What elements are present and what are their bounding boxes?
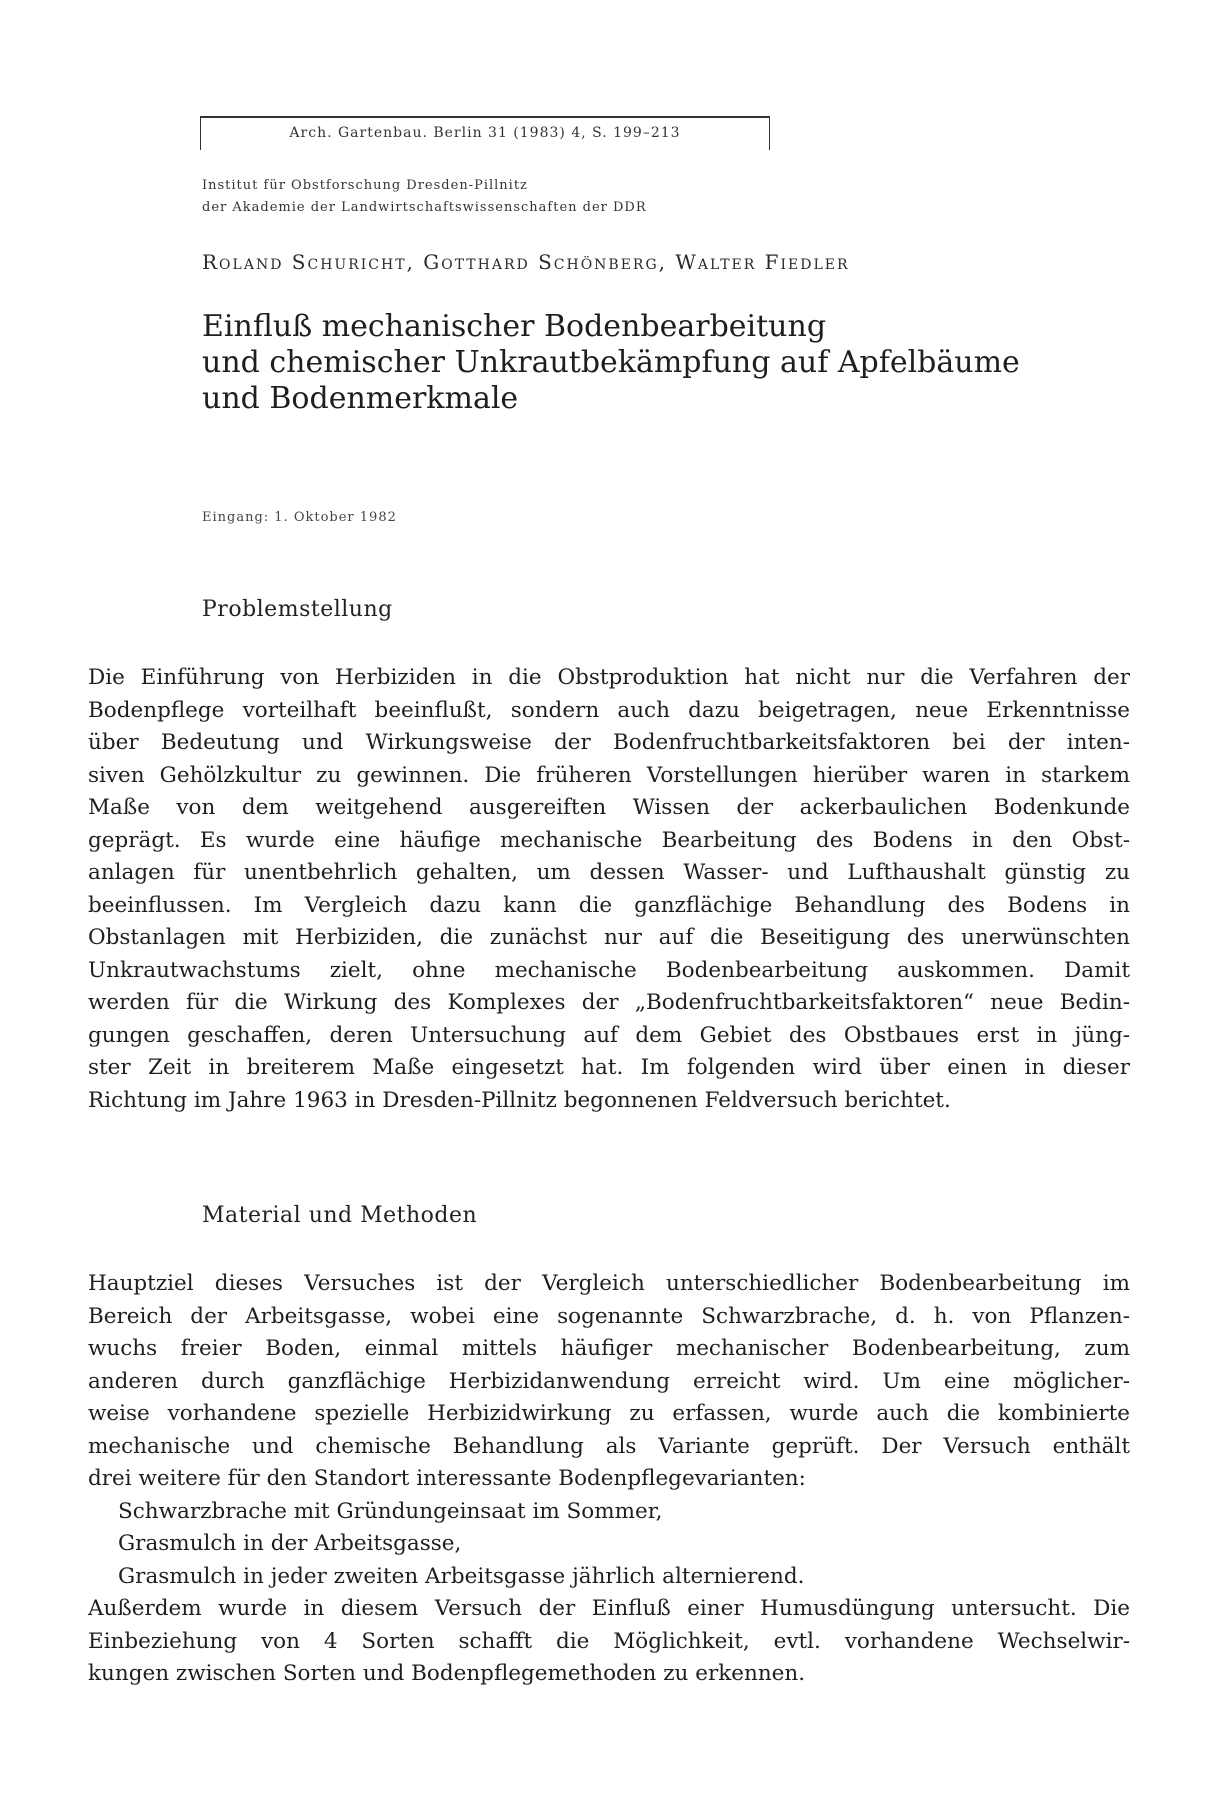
text-line: Einbeziehung von 4 Sorten schafft die Möglichkeit, evtl. vorhandene Wechselwir- (88, 1628, 1130, 1654)
citation-box (200, 116, 770, 150)
section-heading-problemstellung: Problemstellung (202, 597, 393, 622)
citation-text: Arch. Gartenbau. Berlin 31 (1983) 4, S. 199–213 (289, 125, 681, 141)
authors: Roland Schuricht, Gotthard Schönberg, Walter Fiedler (202, 250, 850, 274)
text-line: Unkrautwachstums zielt, ohne mechanische Bodenbearbeitung auskommen. Damit (88, 957, 1130, 983)
text-line: Obstanlagen mit Herbiziden, die zunächst nur auf die Beseitigung des unerwünschten (88, 925, 1130, 950)
text-line: Bodenpflege vorteilhaft beeinflußt, sondern auch dazu beigetragen, neue Erkenntnisse (88, 697, 1130, 723)
text-line: ster Zeit in breiterem Maße eingesetzt hat. Im folgenden wird über einen in dieser (88, 1055, 1130, 1080)
paper-title (202, 309, 1020, 417)
text-line: anlagen für unentbehrlich gehalten, um dessen Wasser- und Lufthaushalt günstig zu (88, 860, 1130, 885)
text-line: mechanische und chemische Behandlung als Variante geprüft. Der Versuch enthält (88, 1433, 1130, 1459)
title-line-3: und Bodenmerkmale (202, 381, 519, 416)
text-line: drei weitere für den Standort interessante Bodenpflegevarianten: (88, 1466, 806, 1491)
institute-affiliation (202, 175, 647, 219)
title-line-2: und chemischer Unkrautbekämpfung auf Apfelbäume (202, 345, 1020, 380)
text-line: siven Gehölzkultur zu gewinnen. Die früheren Vorstellungen hierüber waren in starkem (88, 762, 1130, 788)
text-line: Hauptziel dieses Versuches ist der Vergleich unterschiedlicher Bodenbearbeitung im (88, 1271, 1130, 1296)
text-line: gungen geschaffen, deren Untersuchung auf dem Gebiet des Obstbaues erst in jüng- (88, 1022, 1130, 1048)
text-line: werden für die Wirkung des Komplexes der „Bodenfruchtbarkeitsfaktoren“ neue Bedin- (88, 990, 1130, 1015)
institute-line-2: der Akademie der Landwirtschaftswissenschaften der DDR (202, 200, 647, 215)
list-item: Grasmulch in der Arbeitsgasse, (118, 1531, 462, 1556)
section-heading-material-und-methoden: Material und Methoden (202, 1203, 478, 1228)
text-line: Maße von dem weitgehend ausgereiften Wissen der ackerbaulichen Bodenkunde (88, 795, 1130, 820)
text-line: Die Einführung von Herbiziden in die Obstproduktion hat nicht nur die Verfahren der (88, 665, 1130, 690)
text-line: Außerdem wurde in diesem Versuch der Einfluß einer Humusdüngung untersucht. Die (88, 1596, 1130, 1621)
received-date: Eingang: 1. Oktober 1982 (202, 510, 397, 525)
text-line: kungen zwischen Sorten und Bodenpflegemethoden zu erkennen. (88, 1661, 806, 1686)
text-line: weise vorhandene spezielle Herbizidwirkung zu erfassen, wurde auch die kombinierte (88, 1401, 1130, 1426)
text-line: beeinflussen. Im Vergleich dazu kann die ganzflächige Behandlung des Bodens in (88, 892, 1130, 918)
list-item: Schwarzbrache mit Gründungeinsaat im Sommer, (118, 1498, 663, 1524)
list-item: Grasmulch in jeder zweiten Arbeitsgasse jährlich alternierend. (118, 1563, 805, 1589)
text-line: wuchs freier Boden, einmal mittels häufiger mechanischer Bodenbearbeitung, zum (88, 1336, 1130, 1361)
text-line: Richtung im Jahre 1963 in Dresden-Pillnitz begonnenen Feldversuch berichtet. (88, 1087, 951, 1113)
text-line: über Bedeutung und Wirkungsweise der Bodenfruchtbarkeitsfaktoren bei der inten- (88, 730, 1130, 755)
text-line: geprägt. Es wurde eine häufige mechanische Bearbeitung des Bodens in den Obst- (88, 827, 1130, 853)
paragraph-problemstellung (88, 662, 1130, 1117)
institute-line-1: Institut für Obstforschung Dresden-Pillnitz (202, 178, 528, 193)
text-line: anderen durch ganzflächige Herbizidanwendung erreicht wird. Um eine möglicher- (88, 1368, 1130, 1394)
paragraph-material-und-methoden (88, 1268, 1130, 1691)
title-line-1: Einfluß mechanischer Bodenbearbeitung (202, 309, 827, 344)
text-line: Bereich der Arbeitsgasse, wobei eine sogenannte Schwarzbrache, d. h. von Pflanzen- (88, 1303, 1130, 1329)
